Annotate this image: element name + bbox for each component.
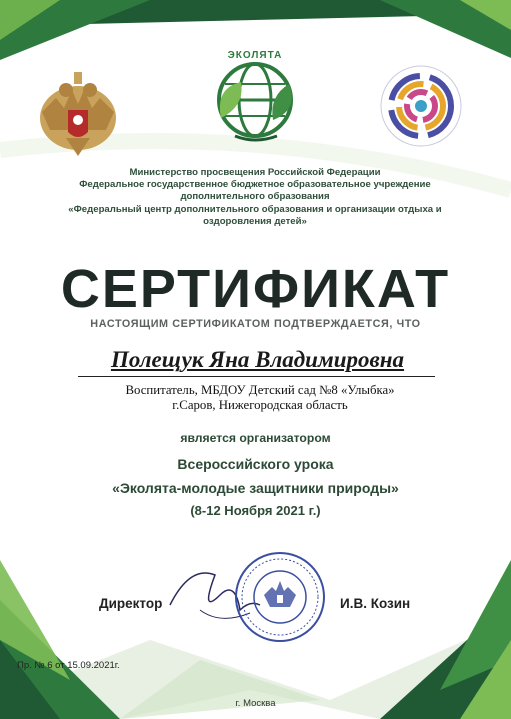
federal-center-logo-icon (377, 62, 465, 150)
position-line-1: Воспитатель, МБДОУ Детский сад №8 «Улыбка» (125, 383, 395, 397)
ministry-line-5: оздоровления детей» (203, 215, 307, 227)
name-underline (78, 376, 435, 377)
lesson-dates: (8-12 Ноября 2021 г.) (190, 503, 321, 518)
ecolyata-logo (205, 48, 305, 148)
lesson-line-2: «Эколята-молодые защитники природы» (112, 480, 399, 496)
official-seal-icon (234, 551, 326, 643)
order-number: Пр. № 6 от 15.09.2021г. (17, 660, 120, 671)
ecolyata-globe-icon (205, 48, 305, 148)
director-label: Директор (99, 596, 163, 611)
eagle-emblem-icon (36, 68, 120, 160)
city: г. Москва (235, 698, 276, 709)
position-line-2: г.Саров, Нижегородская область (172, 398, 348, 412)
organizer-text: является организатором (180, 431, 331, 445)
recipient-position (90, 383, 430, 413)
certificate-title: СЕРТИФИКАТ (60, 259, 451, 319)
ministry-line-4: «Федеральный центр дополнительного образования и организации отдыха и (68, 203, 442, 215)
ministry-line-2: Федеральное государственное бюджетное образовательное учреждение (79, 179, 431, 191)
confirm-text: НАСТОЯЩИМ СЕРТИФИКАТОМ ПОДТВЕРЖДАЕТСЯ, ЧТО (90, 318, 421, 330)
director-name: И.В. Козин (340, 596, 411, 611)
ministry-line-3: дополнительного образования (180, 191, 330, 203)
ministry-line-1: Министерство просвещения Российской Федерации (129, 167, 381, 178)
ministry-header (55, 167, 455, 228)
ecolyata-logo-text: ЭКОЛЯТА (227, 50, 283, 61)
lesson-line-1: Всероссийского урока (177, 456, 334, 472)
recipient-name: Полещук Яна Владимировна (110, 347, 405, 372)
